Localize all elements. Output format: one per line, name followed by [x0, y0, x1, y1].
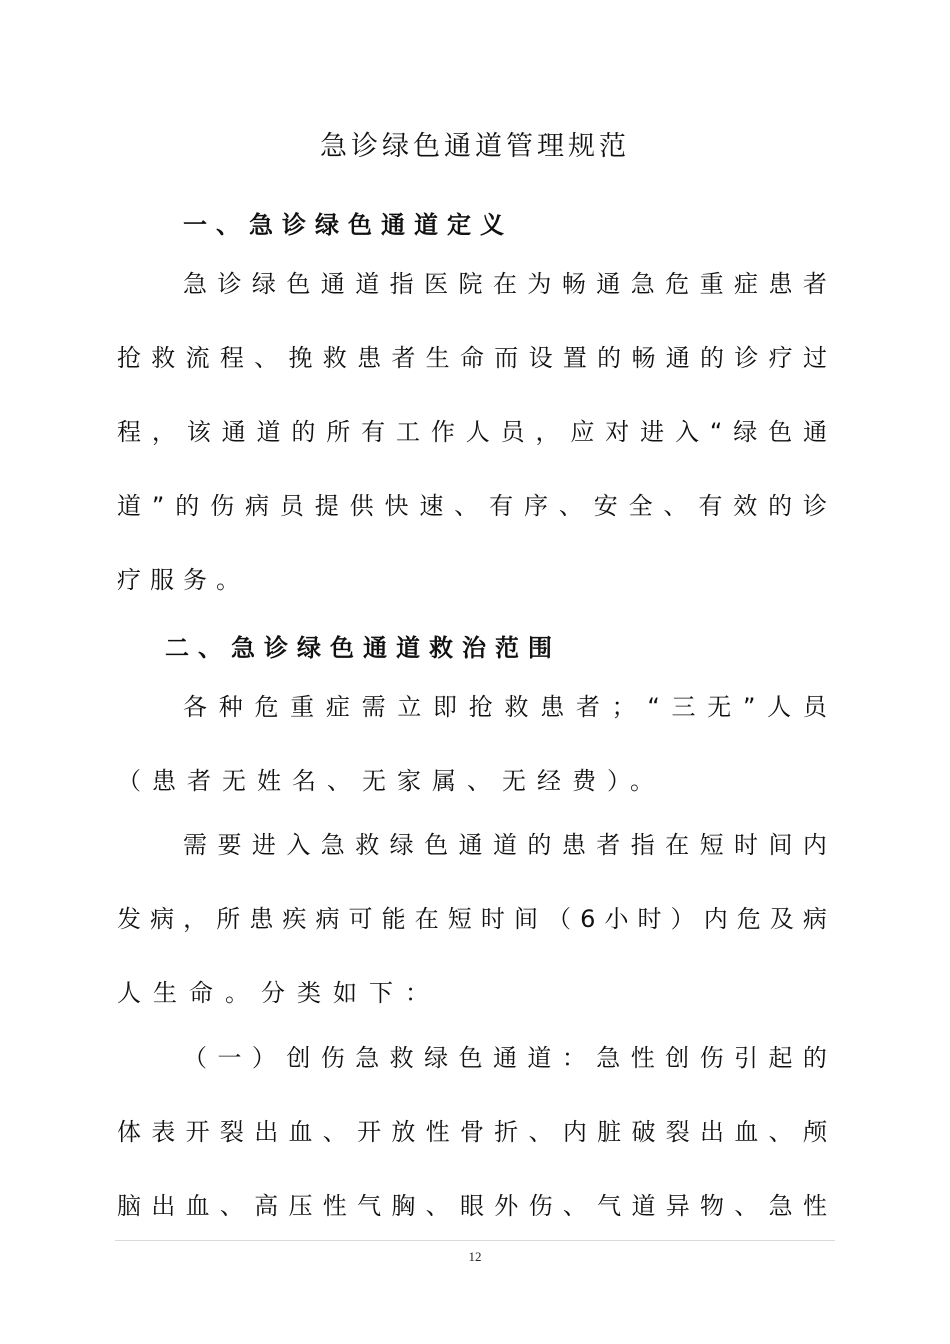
- paragraph-line: 需 要 进 入 急 救 绿 色 通 道 的 患 者 指 在 短 时 间 内: [183, 831, 827, 859]
- document-title: 急诊绿色通道管理规范: [320, 131, 630, 162]
- paragraph-line: 体 表 开 裂 出 血 、 开 放 性 骨 折 、 内 脏 破 裂 出 血 、 颅: [117, 1118, 827, 1146]
- paragraph-line: （患者无姓名、无家属、无经费）。: [117, 767, 665, 795]
- footer-divider: [115, 1240, 835, 1241]
- section-heading-scope: 二、急诊绿色通道救治范围: [165, 634, 561, 662]
- paragraph-line: 发 病 ， 所 患 疾 病 可 能 在 短 时 间 （ 6 小 时 ） 内 危 及 病: [117, 905, 827, 933]
- paragraph-line: （ 一 ） 创 伤 急 救 绿 色 通 道 ： 急 性 创 伤 引 起 的: [183, 1044, 827, 1072]
- paragraph-line: 道 ” 的 伤 病 员 提 供 快 速 、 有 序 、 安 全 、 有 效 的 诊: [117, 492, 827, 520]
- paragraph-line: 程 ， 该 通 道 的 所 有 工 作 人 员 ， 应 对 进 入 “ 绿 色 通: [117, 418, 827, 446]
- paragraph-line: 抢 救 流 程 、 挽 救 患 者 生 命 而 设 置 的 畅 通 的 诊 疗 过: [117, 344, 827, 372]
- paragraph-line: 人生命。分类如下：: [117, 979, 441, 1007]
- paragraph-line: 脑 出 血 、 高 压 性 气 胸 、 眼 外 伤 、 气 道 异 物 、 急 性: [117, 1192, 827, 1220]
- page-number: 12: [468, 1249, 482, 1264]
- paragraph-line: 疗服务。: [117, 566, 249, 594]
- section-heading-definition: 一、急诊绿色通道定义: [183, 211, 513, 239]
- paragraph-line: 急 诊 绿 色 通 道 指 医 院 在 为 畅 通 急 危 重 症 患 者: [183, 270, 827, 298]
- paragraph-line: 各 种 危 重 症 需 立 即 抢 救 患 者 ； “ 三 无 ” 人 员: [183, 693, 827, 721]
